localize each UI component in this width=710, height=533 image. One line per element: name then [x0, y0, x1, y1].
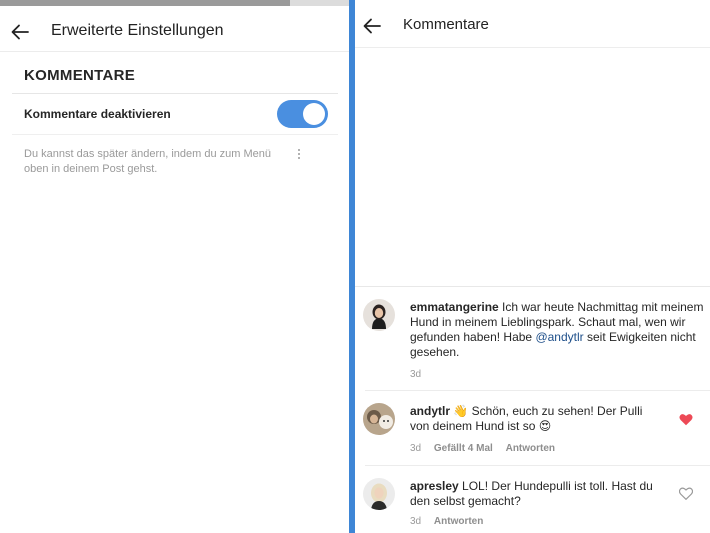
avatar[interactable] — [363, 403, 395, 435]
comment-time: 3d — [410, 369, 422, 380]
comment-body: LOL! Der Hundepulli ist toll. Hast du den selbst gemacht? — [410, 479, 653, 508]
settings-header — [0, 6, 349, 52]
comment-body-1: Ich war heute Nachmittag mit meinem Hund in meinem Lieblingspark. Schaut mal, wen wir gefunden haben! Habe — [410, 300, 704, 344]
like-heart-icon[interactable] — [679, 413, 693, 426]
advanced-settings-panel — [0, 0, 349, 533]
comment-separator — [365, 465, 710, 466]
comment-text — [410, 404, 655, 434]
comment-username[interactable]: apresley — [410, 479, 459, 493]
comment-separator — [365, 390, 710, 391]
comment-meta — [410, 516, 493, 527]
reply-button[interactable]: Antworten — [505, 443, 556, 454]
page-title: Kommentare — [403, 16, 489, 33]
avatar[interactable] — [363, 478, 395, 510]
comments-panel — [355, 0, 710, 533]
row-divider — [12, 134, 338, 135]
comment-username[interactable]: emmatangerine — [410, 300, 499, 314]
comment-meta — [410, 369, 431, 380]
hint-line-1: Du kannst das später ändern, indem du zum Menü — [24, 148, 272, 160]
reply-button[interactable]: Antworten — [433, 516, 484, 527]
page-title: Erweiterte Einstellungen — [51, 22, 224, 39]
section-divider — [12, 93, 338, 94]
like-heart-icon[interactable] — [679, 487, 693, 500]
comment-time: 3d — [410, 516, 422, 527]
comments-divider — [355, 286, 710, 287]
comment-time: 3d — [410, 443, 422, 454]
toggle-knob — [303, 103, 325, 125]
likes-count[interactable]: Gefällt 4 Mal — [433, 443, 493, 454]
comment-meta — [410, 443, 565, 454]
section-title: KOMMENTARE — [24, 67, 136, 84]
comments-header — [355, 0, 710, 48]
back-arrow-icon[interactable] — [10, 22, 30, 42]
more-menu-icon — [297, 149, 301, 161]
mention-link[interactable]: @andytlr — [535, 330, 584, 344]
comment-username[interactable]: andytlr — [410, 404, 451, 418]
comment-body-2: seit Ewigkeiten nicht gesehen. — [410, 330, 696, 359]
back-arrow-icon[interactable] — [362, 16, 382, 36]
disable-comments-toggle[interactable] — [277, 100, 328, 128]
comment-text — [410, 479, 655, 509]
disable-comments-label: Kommentare deaktivieren — [24, 107, 171, 121]
comment-body: 👋 Schön, euch zu sehen! Der Pulli von deinem Hund ist so 😍 — [410, 404, 643, 433]
comment-text — [410, 300, 705, 360]
avatar[interactable] — [363, 299, 395, 331]
settings-hint — [24, 147, 314, 177]
hint-line-2: oben in deinem Post gehst. — [24, 163, 158, 175]
